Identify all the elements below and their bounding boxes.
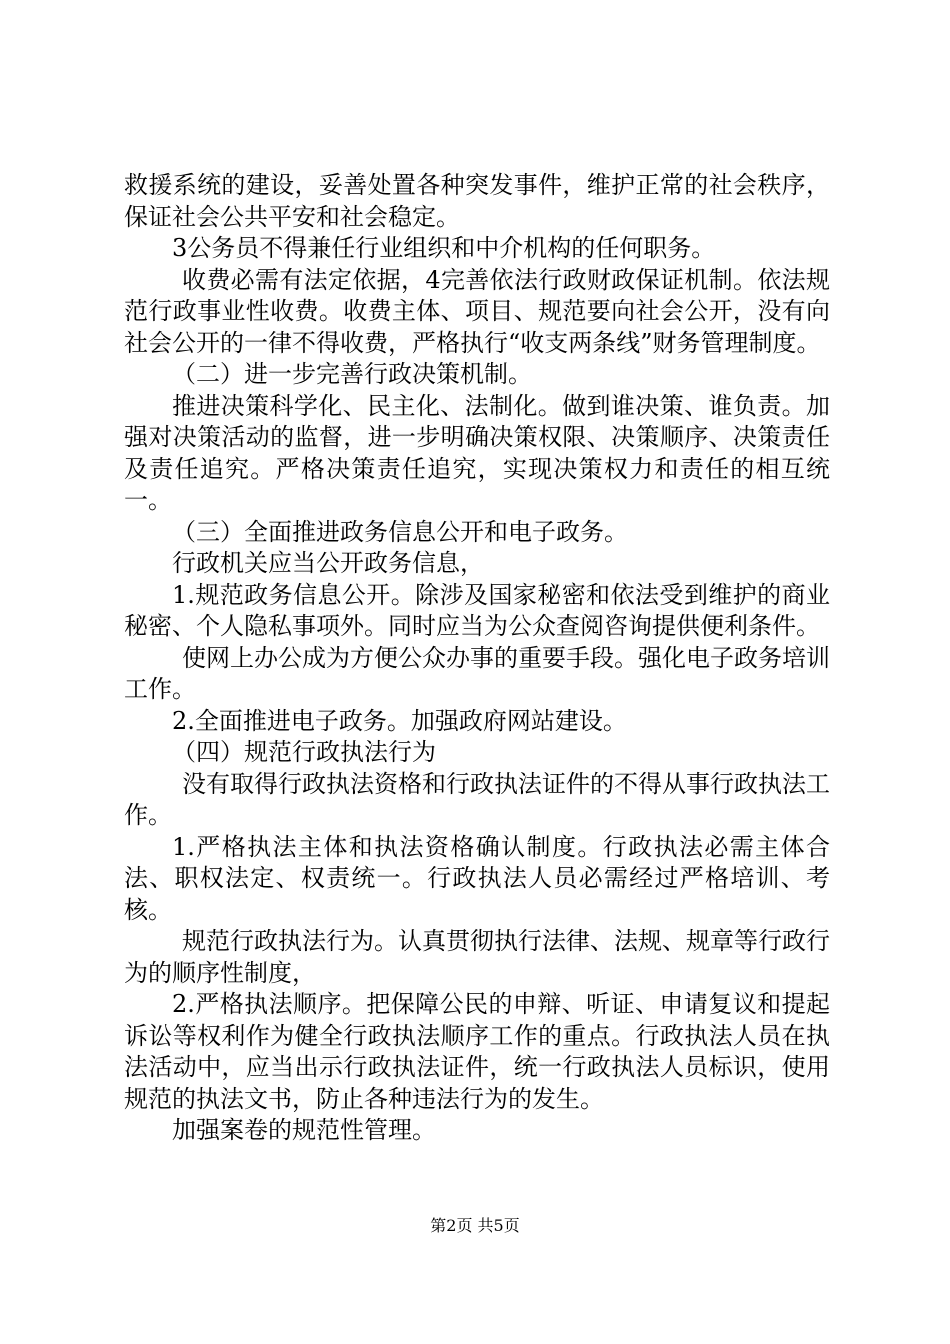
paragraph: 2.严格执法顺序。把保障公民的申辩、听证、申请复议和提起诉讼等权利作为健全行政执法顺序工作的重点。行政执法人员在执法活动中，应当出示行政执法证件，统一行政执法人员标识，使用规范的执法文书，防止各种违法行为的发生。	[124, 990, 830, 1113]
section-heading: （三）全面推进政务信息公开和电子政务。	[172, 517, 628, 546]
paragraph: 规范行政执法行为。认真贯彻执行法律、法规、规章等行政行为的顺序性制度，	[124, 927, 830, 987]
section-heading: （二）进一步完善行政决策机制。	[172, 360, 532, 388]
paragraph: 没有取得行政执法资格和行政执法证件的不得从事行政执法工作。	[124, 769, 830, 829]
paragraph: 使网上办公成为方便公众办事的重要手段。强化电子政务培训工作。	[124, 643, 830, 703]
paragraph: 推进决策科学化、民主化、法制化。做到谁决策、谁负责。加强对决策活动的监督，进一步明确决策权限、决策顺序、决策责任及责任追究。严格决策责任追究，实现决策权力和责任的相互统一。	[124, 391, 830, 514]
paragraph: 2.全面推进电子政务。加强政府网站建设。	[172, 706, 627, 735]
paragraph: 1.规范政务信息公开。除涉及国家秘密和依法受到维护的商业秘密、个人隐私事项外。同时应当为公众查阅咨询提供便利条件。	[124, 580, 830, 640]
paragraph: 1.严格执法主体和执法资格确认制度。行政执法必需主体合法、职权法定、权责统一。行政执法人员必需经过严格培训、考核。	[124, 832, 830, 924]
page-footer: 第2页 共5页	[430, 1216, 520, 1235]
section-heading: （四）规范行政执法行为	[172, 738, 436, 766]
paragraph: 行政机关应当公开政务信息，	[172, 549, 484, 577]
paragraph: 救援系统的建设，妥善处置各种突发事件，维护正常的社会秩序，保证社会公共平安和社会稳定。	[124, 171, 830, 231]
paragraph: 3公务员不得兼任行业组织和中介机构的任何职务。	[172, 234, 716, 262]
paragraph: 加强案卷的规范性管理。	[172, 1116, 436, 1144]
document-body	[124, 170, 830, 1147]
paragraph: 收费必需有法定依据，4完善依法行政财政保证机制。依法规范行政事业性收费。收费主体、项目、规范要向社会公开，没有向社会公开的一律不得收费，严格执行“收支两条线”财务管理制度。	[124, 265, 830, 357]
